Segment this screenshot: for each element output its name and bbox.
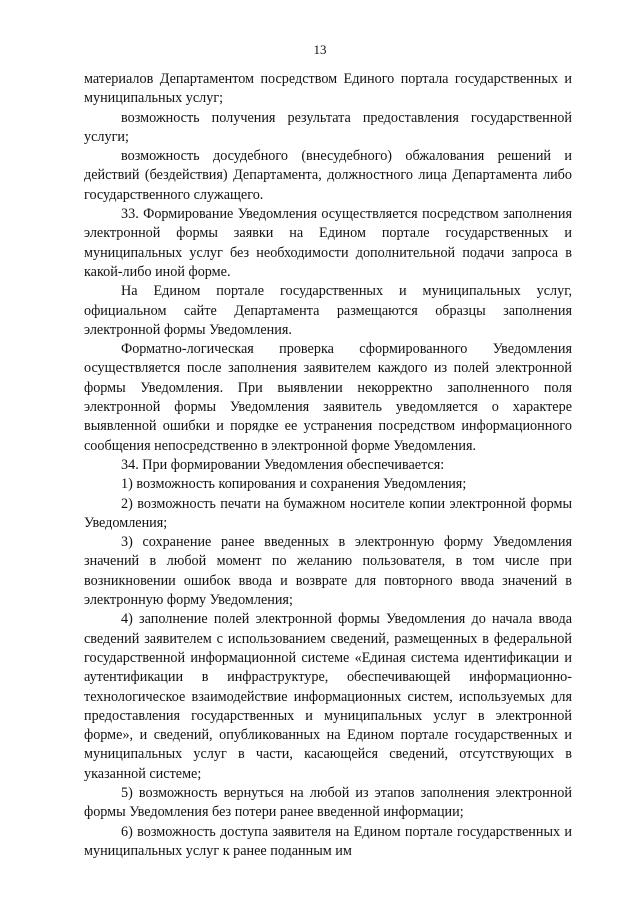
paragraph-samples: На Едином портале государственных и муниципальных услуг, официальном сайте Департамента размещаются образцы заполнения электронной формы Уведомления. (84, 283, 572, 338)
document-body (84, 70, 572, 861)
paragraph-item-34: 34. При формировании Уведомления обеспечивается: (121, 456, 445, 473)
paragraph-continuation: материалов Департаментом посредством Единого портала государственных и муниципальных услуг; (84, 71, 572, 107)
list-item-2: 2) возможность печати на бумажном носителе копии электронной формы Уведомления; (84, 495, 572, 531)
paragraph-format-check: Форматно-логическая проверка сформированного Уведомления осуществляется после заполнения заявителем каждого из полей электронной формы Уведомления. При выявлении некорректно заполненного поля электронной формы Уведомления заявитель уведомляется о характере выявленной ошибки и порядке ее устранения посредством информационного сообщения непосредственно в электронной форме Уведомления. (84, 341, 572, 454)
list-item-4: 4) заполнение полей электронной формы Уведомления до начала ввода сведений заявителем с использованием сведений, размещенных в федеральной государственной информационной системе «Единая система идентификации и аутентификации в инфраструктуре, обеспечивающей информационно-технологическое взаимодействие информационных систем, используемых для предоставления государственных и муниципальных услуг в электронной форме», и сведений, опубликованных на Едином портале государственных и муниципальных услуг в части, касающейся сведений, отсутствующих в указанной системе; (84, 611, 572, 782)
paragraph-item-33: 33. Формирование Уведомления осуществляется посредством заполнения электронной формы заявки на Едином портале государственных и муниципальных услуг без необходимости дополнительной подачи запроса в какой-либо иной форме. (84, 206, 572, 280)
list-item-3: 3) сохранение ранее введенных в электронную форму Уведомления значений в любой момент по желанию пользователя, в том числе при возникновении ошибок ввода и возврате для повторного ввода значений в электронную форму Уведомления; (84, 534, 572, 609)
page-number: 13 (313, 42, 327, 57)
list-item-5: 5) возможность вернуться на любой из этапов заполнения электронной формы Уведомления без потери ранее введенной информации; (84, 784, 572, 821)
paragraph-appeal-possibility: возможность досудебного (внесудебного) обжалования решений и действий (бездействия) Департамента, должностного лица Департамента либо государственного служащего. (84, 148, 572, 203)
list-item-6: 6) возможность доступа заявителя на Едином портале государственных и муниципальных услуг к ранее поданным им (84, 823, 572, 859)
paragraph-result-possibility: возможность получения результата предоставления государственной услуги; (84, 109, 572, 145)
list-item-1: 1) возможность копирования и сохранения Уведомления; (121, 476, 467, 493)
